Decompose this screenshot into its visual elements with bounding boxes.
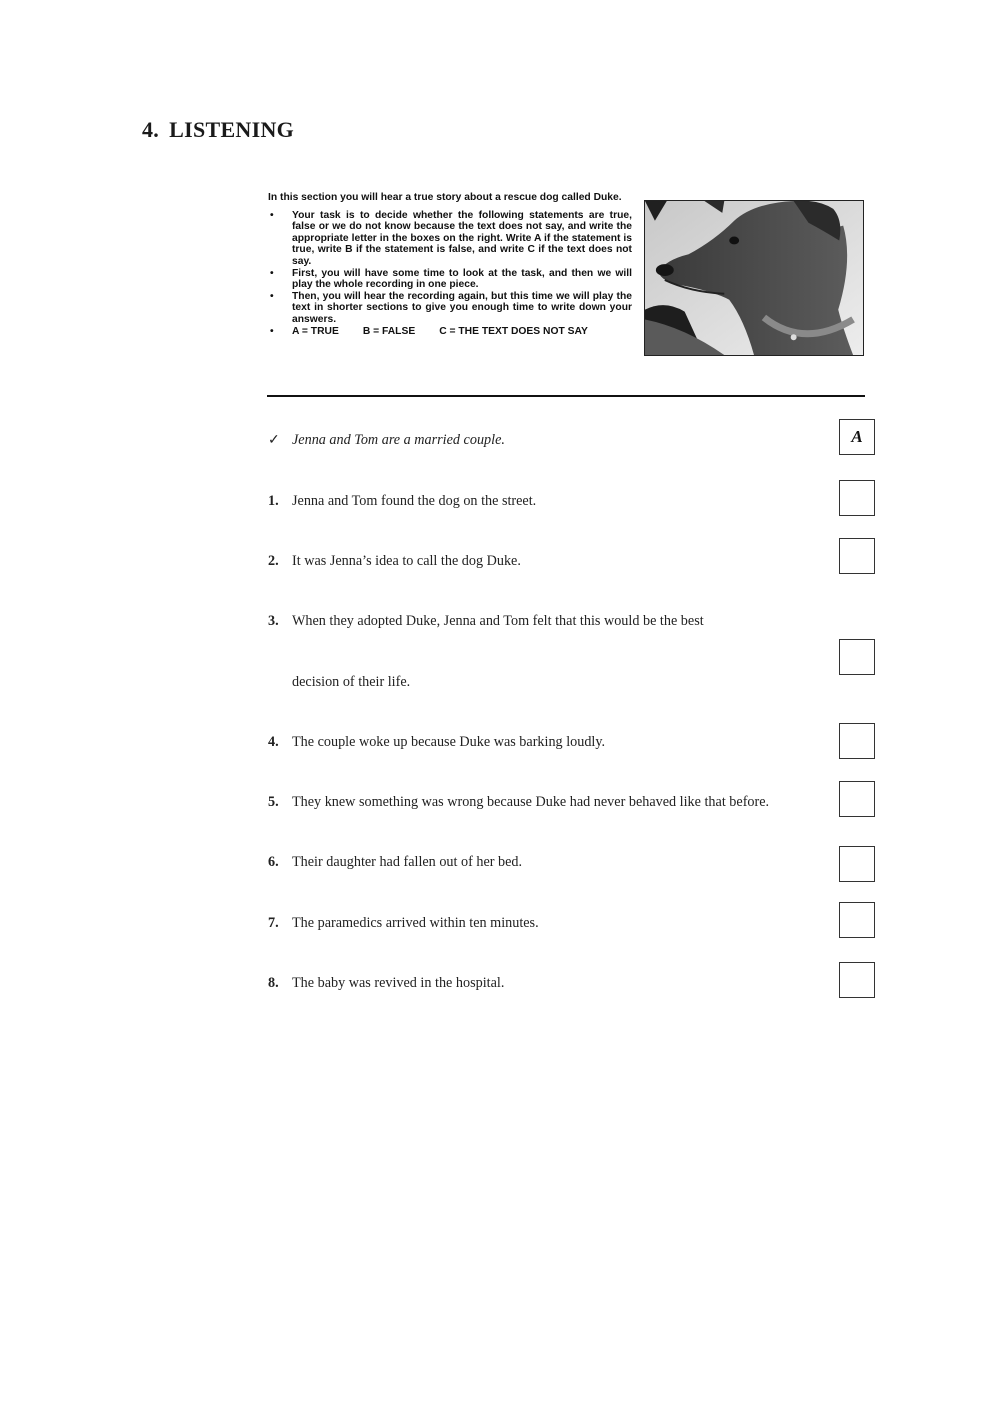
question-text: The couple woke up because Duke was barking loudly.	[292, 734, 606, 750]
question-number: 2.	[268, 553, 279, 569]
answer-box-3[interactable]	[839, 639, 875, 675]
answer-box-2[interactable]	[839, 538, 875, 574]
dog-photo	[644, 200, 864, 356]
section-title: LISTENING	[169, 117, 295, 142]
answer-box-8[interactable]	[839, 962, 875, 998]
section-divider	[267, 395, 865, 397]
instruction-item: • First, you will have some time to look at the task, and then we will play the whole recording in one piece.	[270, 267, 632, 291]
question-item	[268, 612, 704, 630]
question-number: 3.	[268, 613, 279, 629]
example-text: Jenna and Tom are a married couple.	[292, 432, 505, 448]
key-not-say: C = THE TEXT DOES NOT SAY	[439, 325, 588, 337]
answer-box-5[interactable]	[839, 781, 875, 817]
question-text: It was Jenna’s idea to call the dog Duke.	[292, 553, 521, 569]
key-true: A = TRUE	[292, 325, 339, 337]
answer-box-7[interactable]	[839, 902, 875, 938]
section-number: 4.	[142, 117, 160, 142]
question-number: 1.	[268, 493, 279, 509]
answer-key	[268, 326, 632, 338]
instruction-item: • Then, you will hear the recording again, but this time we will play the text in shorter sections to give you enough time to write down your answers.	[270, 290, 632, 325]
bullet-icon: •	[270, 209, 274, 221]
question-item	[268, 552, 521, 570]
question-text-continued: decision of their life.	[292, 674, 411, 690]
answer-box-1[interactable]	[839, 480, 875, 516]
example-answer-box: A	[839, 419, 875, 455]
instructions-intro: In this section you will hear a true story about a rescue dog called Duke.	[268, 192, 622, 203]
section-heading	[142, 117, 294, 143]
question-number: 6.	[268, 854, 279, 870]
question-text: The baby was revived in the hospital.	[292, 975, 505, 991]
question-item	[268, 914, 539, 932]
bullet-icon: •	[270, 325, 274, 337]
question-text: Jenna and Tom found the dog on the street.	[292, 493, 537, 509]
question-item	[268, 853, 522, 871]
question-number: 5.	[268, 794, 279, 810]
check-icon: ✓	[268, 432, 280, 448]
question-item	[268, 974, 504, 992]
question-item	[268, 492, 536, 510]
instructions-block	[268, 192, 632, 337]
example-item	[268, 431, 505, 449]
question-number: 8.	[268, 975, 279, 991]
question-item	[268, 733, 605, 751]
question-text: The paramedics arrived within ten minutes.	[292, 915, 539, 931]
instructions-list	[268, 210, 632, 338]
key-false: B = FALSE	[362, 325, 416, 337]
answer-box-4[interactable]	[839, 723, 875, 759]
answer-box-6[interactable]	[839, 846, 875, 882]
instruction-item: • Your task is to decide whether the following statements are true, false or we do not know because the text does not say, and write the appropriate letter in the boxes on the right. Write A if the statement is true, write B if the statement is false, and write C if the text does not say.	[270, 209, 632, 267]
question-number: 4.	[268, 734, 279, 750]
bullet-icon: •	[270, 267, 274, 279]
question-item	[268, 793, 769, 811]
question-number: 7.	[268, 915, 279, 931]
bullet-icon: •	[270, 290, 274, 302]
question-text: Their daughter had fallen out of her bed.	[292, 854, 523, 870]
question-text: When they adopted Duke, Jenna and Tom felt that this would be the best	[292, 613, 704, 629]
question-text: They knew something was wrong because Duke had never behaved like that before.	[292, 794, 770, 810]
